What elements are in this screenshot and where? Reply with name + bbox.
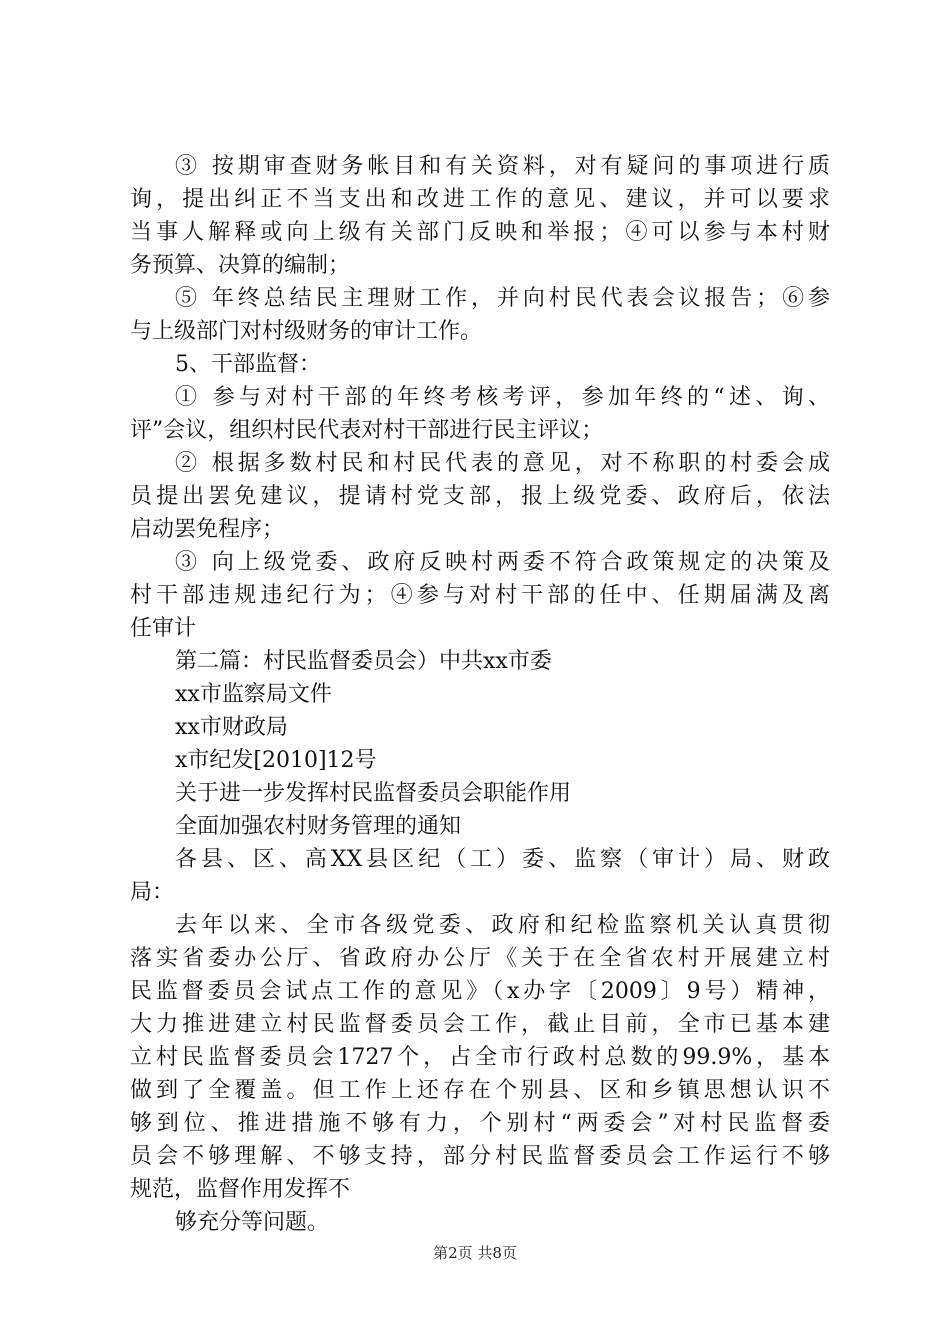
text-line: 当事人解释或向上级有关部门反映和举报；④可以参与本村财 (130, 220, 830, 245)
issuer-line: xx市监察局文件 (175, 682, 332, 707)
text-line: 询，提出纠正不当支出和改进工作的意见、建议，并可以要求 (130, 187, 830, 212)
addressee-line: 局： (130, 880, 175, 905)
document-number: x市纪发[2010]12号 (175, 748, 377, 773)
text-line: 任审计 (130, 616, 197, 641)
text-line: 做到了全覆盖。但工作上还存在个别县、区和乡镇思想认识不 (130, 1078, 830, 1103)
text-line: 村干部违规违纪行为；④参与对村干部的任中、任期届满及离 (130, 583, 830, 608)
chapter-heading: 第二篇：村民监督委员会）中共xx市委 (175, 649, 552, 674)
issuer-line: xx市财政局 (175, 715, 288, 740)
text-line: 与上级部门对村级财务的审计工作。 (130, 319, 483, 344)
text-line: ③ 向上级党委、政府反映村两委不符合政策规定的决策及 (175, 550, 830, 575)
text-line: ① 参与对村干部的年终考核考评，参加年终的“述、询、 (175, 385, 830, 410)
addressee-line: 各县、区、高XX县区纪（工）委、监察（审计）局、财政 (175, 847, 830, 872)
text-line: 启动罢免程序； (130, 517, 285, 542)
page-indicator: 第2页 共8页 (433, 1244, 517, 1262)
text-line: 员会不够理解、不够支持，部分村民监督委员会工作运行不够 (130, 1144, 830, 1169)
text-line: 务预算、决算的编制； (130, 253, 351, 278)
document-body (130, 150, 830, 1239)
section-heading: 5、干部监督： (175, 352, 321, 377)
text-line: 民监督委员会试点工作的意见》（x办字〔2009〕9号）精神， (130, 979, 830, 1004)
text-line: 去年以来、全市各级党委、政府和纪检监察机关认真贯彻 (175, 913, 830, 938)
text-line: ② 根据多数村民和村民代表的意见，对不称职的村委会成 (175, 451, 830, 476)
text-line: 规范，监督作用发挥不 (130, 1177, 351, 1202)
text-line: 立村民监督委员会1727个，占全市行政村总数的99.9%，基本 (130, 1045, 830, 1070)
text-line: ③ 按期审查财务帐目和有关资料，对有疑问的事项进行质 (175, 154, 830, 179)
text-line: 评”会议，组织村民代表对村干部进行民主评议； (130, 418, 604, 443)
text-line: 大力推进建立村民监督委员会工作，截止目前，全市已基本建 (130, 1012, 830, 1037)
page-footer (0, 1243, 950, 1263)
text-line: 够到位、推进措施不够有力，个别村“两委会”对村民监督委 (130, 1111, 830, 1136)
notice-title-line: 全面加强农村财务管理的通知 (175, 814, 462, 839)
text-line: ⑤ 年终总结民主理财工作，并向村民代表会议报告；⑥参 (175, 286, 830, 311)
notice-title-line: 关于进一步发挥村民监督委员会职能作用 (175, 781, 572, 806)
text-line: 员提出罢免建议，提请村党支部，报上级党委、政府后，依法 (130, 484, 830, 509)
text-line: 落实省委办公厅、省政府办公厅《关于在全省农村开展建立村 (130, 946, 830, 971)
text-line: 够充分等问题。 (175, 1210, 330, 1235)
